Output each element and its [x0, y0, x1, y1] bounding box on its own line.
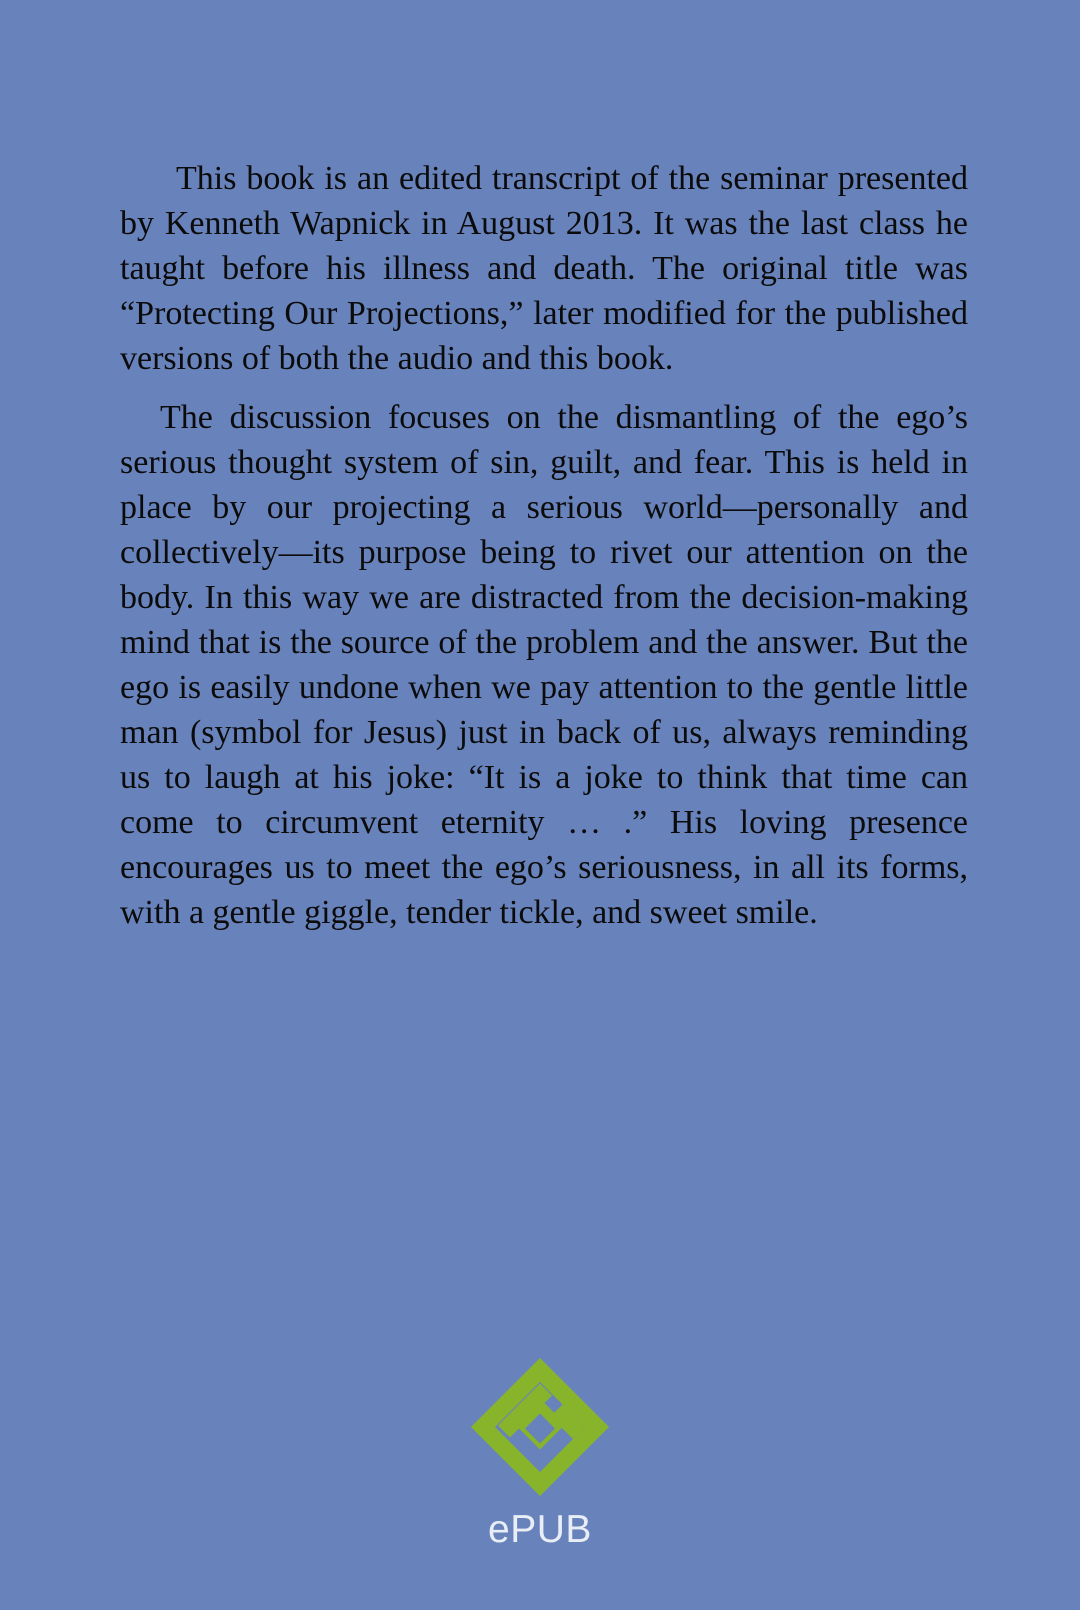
description-paragraph-1: This book is an edited transcript of the seminar presented by Kenneth Wapnick in August 2013. It was the last class he taught before his illness and death. The original title was “Protecting Our Projections,” later modified for the published versions of both the audio and this book.: [120, 160, 968, 377]
description-text-block: [120, 156, 968, 935]
epub-label: ePUB: [488, 1508, 592, 1551]
description-paragraph-2: The discussion focuses on the dismantling of the ego’s serious thought system of sin, guilt, and fear. This is held in place by our projecting a serious world—personally and collectively—its purpose being to rivet our attention on the body. In this way we are distracted from the decision-making mind that is the source of the problem and the answer. But the ego is easily undone when we pay attention to the gentle little man (symbol for Jesus) just in back of us, always reminding us to laugh at his joke: “It is a joke to think that time can come to circumvent eternity … .” His loving presence encourages us to meet the ego’s seriousness, in all its forms, with a gentle giggle, tender tickle, and sweet smile.: [120, 399, 968, 931]
epub-icon: [465, 1352, 615, 1502]
epub-logo: [465, 1352, 615, 1502]
